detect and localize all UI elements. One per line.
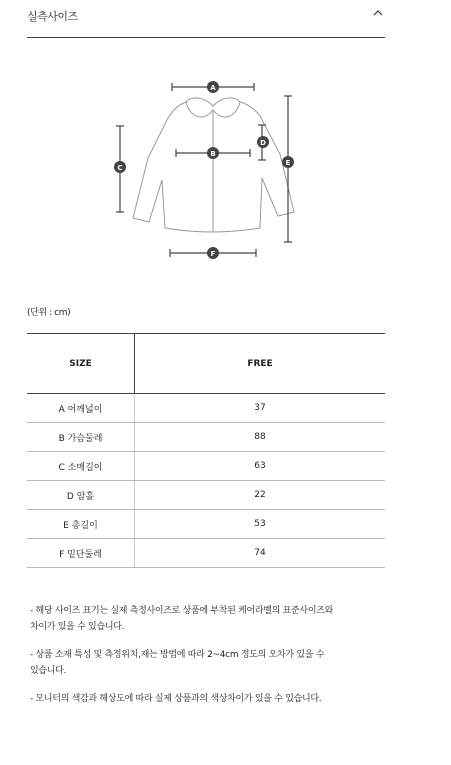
svg-text:C: C <box>117 164 123 172</box>
measure-label: A 어깨넓이 <box>27 394 135 423</box>
free-column-header: FREE <box>135 334 386 394</box>
table-row <box>27 539 385 568</box>
table-header-row <box>27 334 385 394</box>
table-row <box>27 481 385 510</box>
measure-value: 88 <box>135 423 386 452</box>
jacket-outline <box>133 98 294 232</box>
measure-lines <box>116 83 292 257</box>
jacket-measurement-diagram <box>0 70 451 270</box>
measure-label: D 암홀 <box>27 481 135 510</box>
size-table <box>27 333 385 568</box>
measure-label: C 소매길이 <box>27 452 135 481</box>
table-row <box>27 510 385 539</box>
marker-b <box>207 147 219 159</box>
note-measurement: - 해당 사이즈 표기는 실제 측정사이즈로 상품에 부착된 케어라벨의 표준사이즈와 차이가 있을 수 있습니다. <box>30 606 333 632</box>
measure-value: 53 <box>135 510 386 539</box>
measure-value: 22 <box>135 481 386 510</box>
table-row <box>27 423 385 452</box>
note-color: - 모니터의 색감과 해상도에 따라 실제 상품과의 색상차이가 있을 수 있습니다. <box>30 694 322 704</box>
marker-f <box>207 247 219 259</box>
marker-d <box>257 136 269 148</box>
marker-e <box>282 156 294 168</box>
measure-value: 74 <box>135 539 386 568</box>
size-section-header[interactable] <box>27 0 385 38</box>
svg-text:D: D <box>260 139 266 147</box>
measure-label: B 가슴둘레 <box>27 423 135 452</box>
note-tolerance: - 상품 소재 특성 및 측정위치,재는 방법에 따라 2~4cm 정도의 오차가 있을 수 있습니다. <box>30 650 325 676</box>
measure-value: 63 <box>135 452 386 481</box>
size-column-header: SIZE <box>27 334 135 394</box>
notes-section <box>30 603 390 719</box>
svg-text:F: F <box>210 250 216 258</box>
unit-label: (단위 : cm) <box>27 308 71 318</box>
measure-label: E 총길이 <box>27 510 135 539</box>
svg-text:A: A <box>210 84 216 92</box>
measure-label: F 밑단둘레 <box>27 539 135 568</box>
svg-text:E: E <box>285 159 291 167</box>
marker-a <box>207 81 219 93</box>
marker-c <box>114 161 126 173</box>
chevron-up-icon[interactable] <box>371 6 385 20</box>
table-row <box>27 452 385 481</box>
table-row <box>27 394 385 423</box>
section-title: 실측사이즈 <box>27 10 78 23</box>
measure-value: 37 <box>135 394 386 423</box>
svg-text:B: B <box>210 150 216 158</box>
